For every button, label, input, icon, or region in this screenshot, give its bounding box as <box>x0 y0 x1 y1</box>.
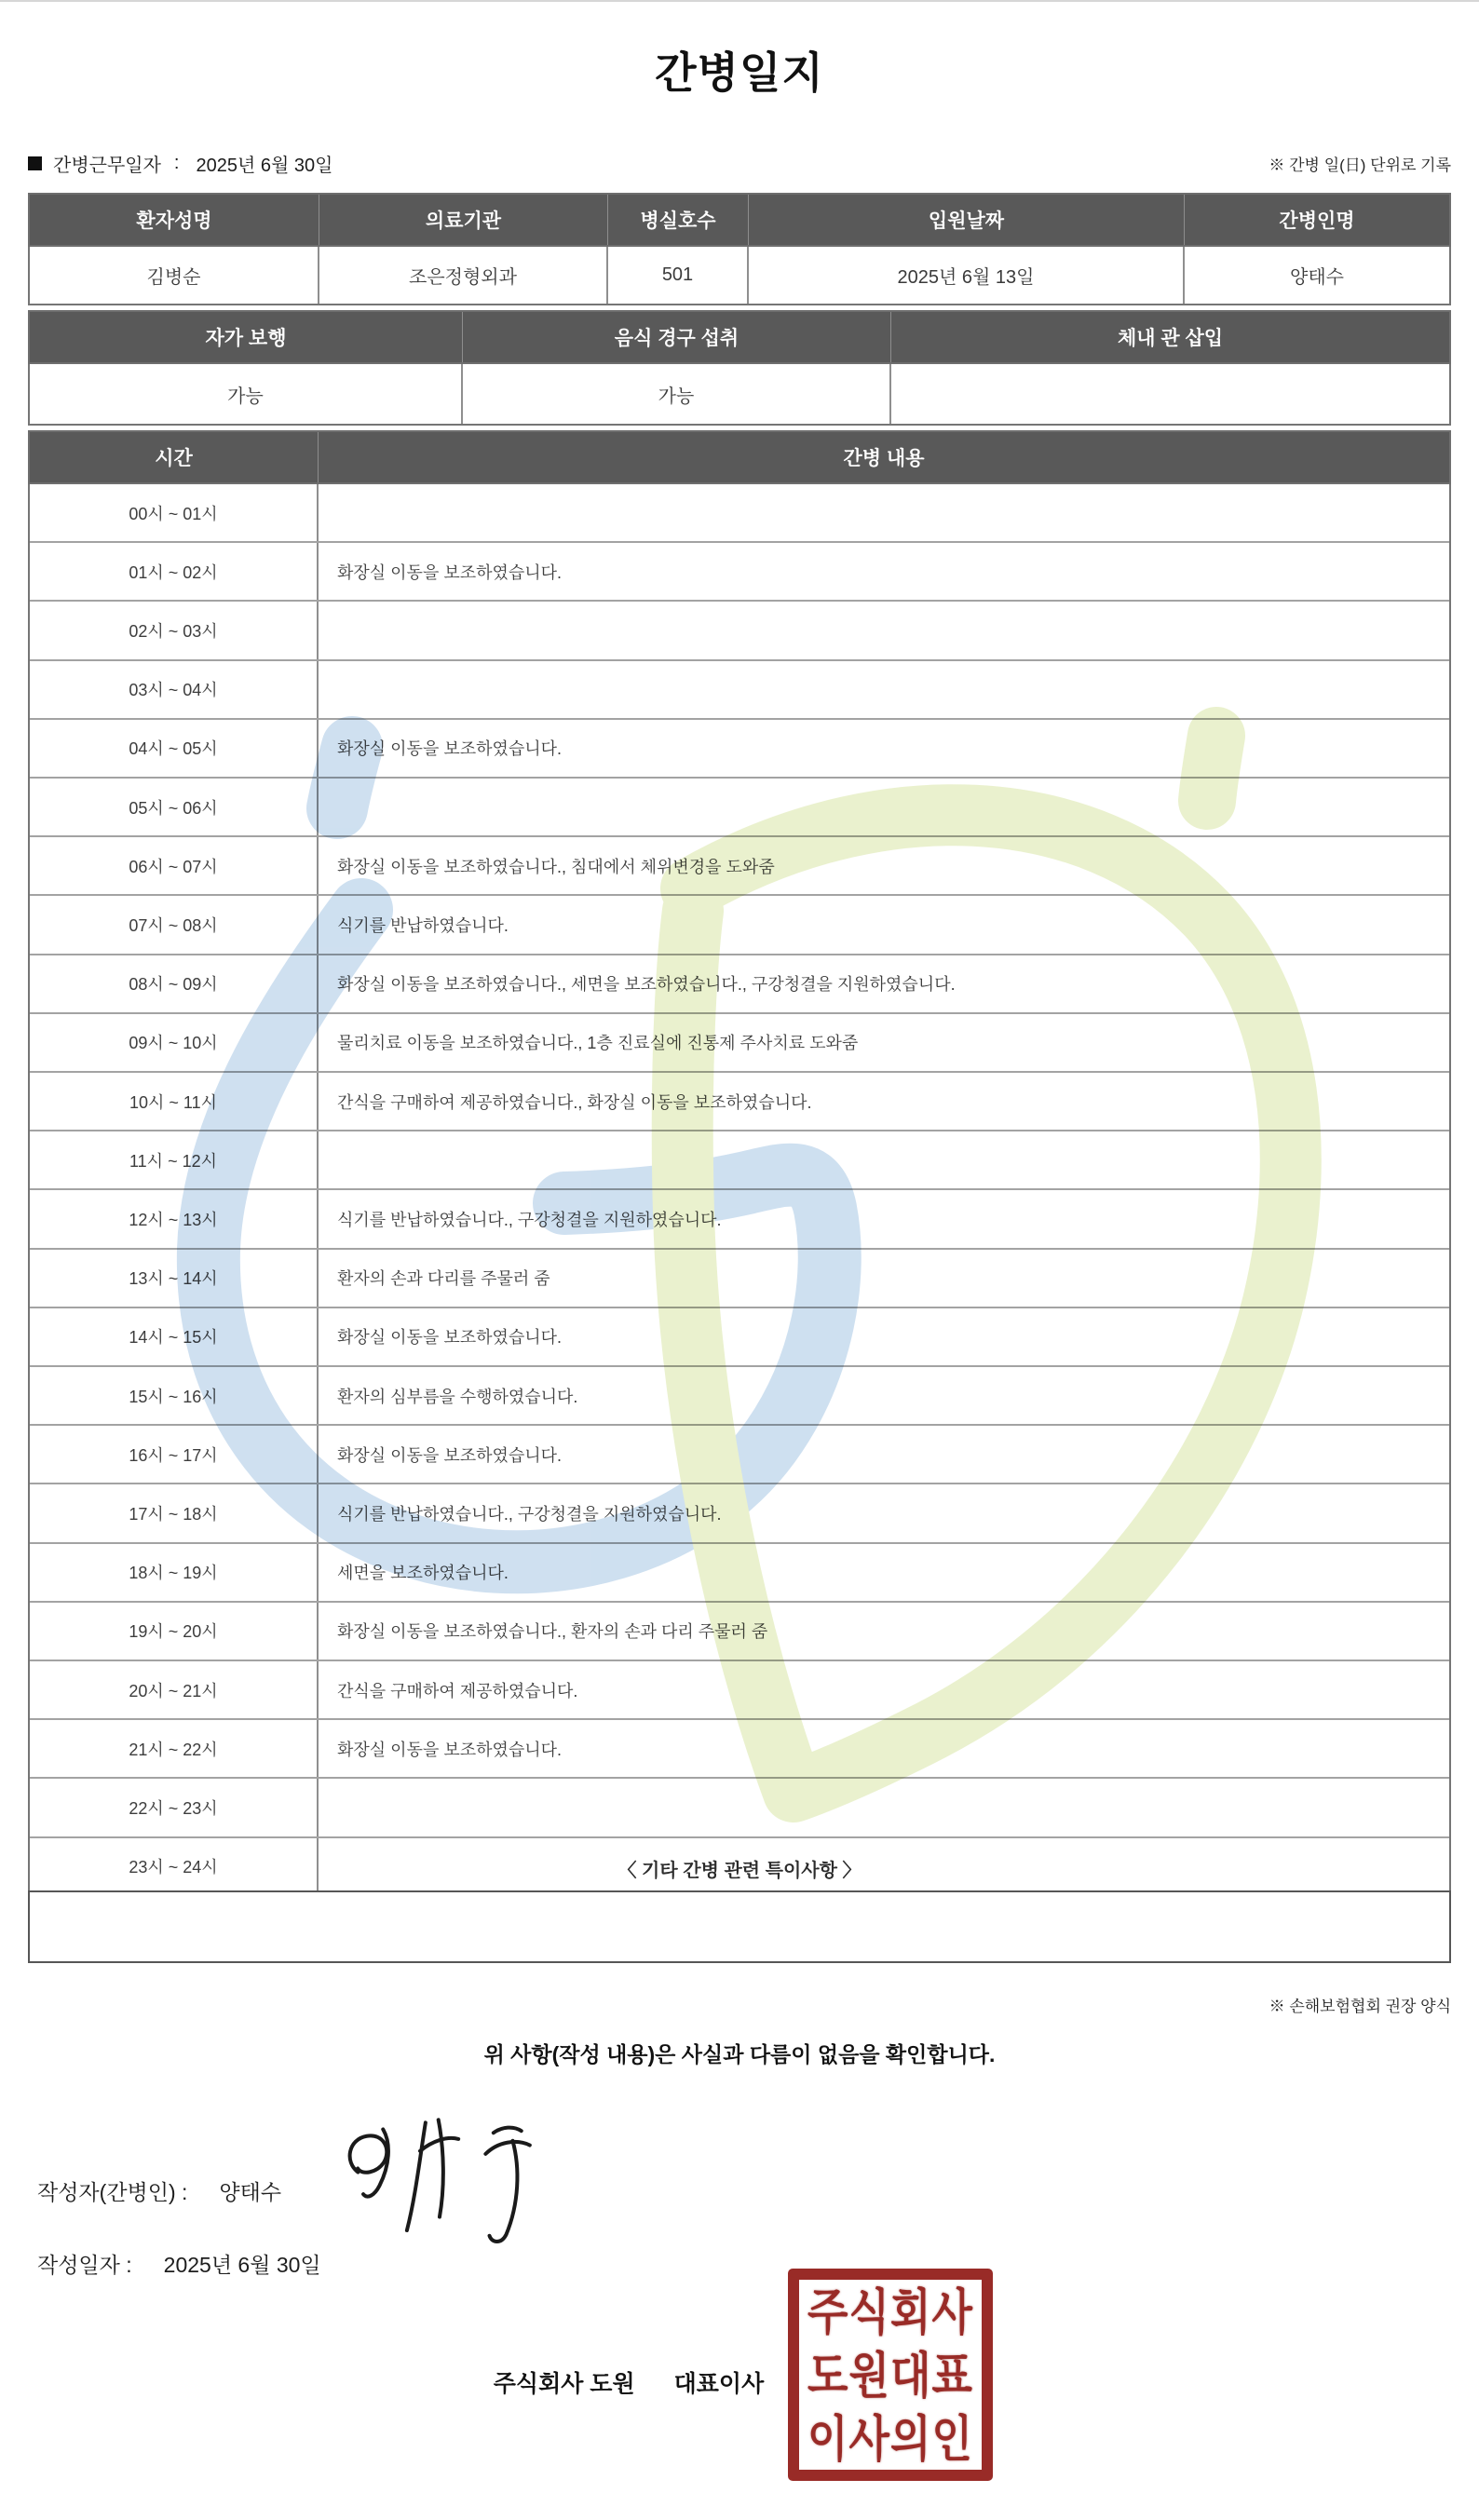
care-time-cell: 21시 ~ 22시 <box>30 1720 319 1777</box>
care-content-cell: 물리치료 이동을 보조하였습니다., 1층 진료실에 진통제 주사치료 도와줌 <box>337 1034 859 1053</box>
care-content-cell <box>319 779 1449 835</box>
care-table-row <box>30 1660 1449 1718</box>
care-time-cell: 16시 ~ 17시 <box>30 1426 319 1483</box>
care-time-cell: 12시 ~ 13시 <box>30 1190 319 1247</box>
time-column-header: 시간 <box>30 432 319 482</box>
status-table-header <box>28 310 1451 364</box>
care-time-cell: 05시 ~ 06시 <box>30 779 319 835</box>
written-date-label: 작성일자 : <box>37 2253 132 2277</box>
care-time-cell: 10시 ~ 11시 <box>30 1073 319 1130</box>
care-content-cell <box>319 1131 1449 1188</box>
company-name: 주식회사 도원 <box>493 2371 635 2397</box>
caregiver-name-value: 양태수 <box>1290 267 1344 288</box>
care-content-cell <box>319 661 1449 718</box>
care-table-row <box>30 1365 1449 1424</box>
care-table-row <box>30 1542 1449 1601</box>
care-table-row <box>30 777 1449 835</box>
care-content-cell: 화장실 이동을 보조하였습니다. <box>337 1328 563 1348</box>
patient-name-header: 환자성명 <box>30 195 319 245</box>
care-content-cell: 화장실 이동을 보조하였습니다. <box>337 562 563 582</box>
care-time-cell: 07시 ~ 08시 <box>30 896 319 953</box>
written-date-line <box>37 2248 321 2279</box>
care-content-cell: 식기를 반납하였습니다., 구강청결을 지원하였습니다. <box>337 1505 722 1524</box>
care-time-cell: 09시 ~ 10시 <box>30 1014 319 1071</box>
patient-table-values <box>28 247 1451 305</box>
seal-line-3: 이사의인 <box>807 2409 973 2467</box>
care-table-row <box>30 835 1449 894</box>
form-recommendation-note: ※ 손해보험협회 권장 양식 <box>1269 1998 1451 2015</box>
care-table-row <box>30 1248 1449 1307</box>
care-content-cell <box>319 602 1449 658</box>
care-table-row <box>30 1718 1449 1777</box>
care-time-cell: 14시 ~ 15시 <box>30 1308 319 1365</box>
care-time-cell: 15시 ~ 16시 <box>30 1367 319 1424</box>
care-table-row <box>30 1130 1449 1188</box>
care-table-row <box>30 1424 1449 1483</box>
care-content-cell <box>319 1779 1449 1836</box>
care-table-row <box>30 600 1449 658</box>
writer-name: 양태수 <box>219 2180 282 2204</box>
care-time-cell: 22시 ~ 23시 <box>30 1779 319 1836</box>
handwritten-signature <box>333 2108 557 2271</box>
self-walking-header: 자가 보행 <box>30 312 463 362</box>
care-content-cell: 간식을 구매하여 제공하였습니다., 화장실 이동을 보조하였습니다. <box>337 1092 812 1112</box>
care-time-cell: 11시 ~ 12시 <box>30 1131 319 1188</box>
patient-name-value: 김병순 <box>30 247 319 304</box>
tube-insertion-header: 체내 관 삽입 <box>1117 328 1224 349</box>
care-content-cell: 환자의 심부름을 수행하였습니다. <box>337 1387 578 1406</box>
care-time-cell: 02시 ~ 03시 <box>30 602 319 658</box>
care-table-row <box>30 894 1449 953</box>
care-content-cell: 식기를 반납하였습니다., 구강청결을 지원하였습니다. <box>337 1211 722 1230</box>
care-time-cell: 13시 ~ 14시 <box>30 1250 319 1307</box>
care-time-cell: 04시 ~ 05시 <box>30 720 319 777</box>
care-content-cell: 식기를 반납하였습니다. <box>337 916 509 936</box>
patient-table-header <box>28 193 1451 247</box>
care-table-row <box>30 718 1449 777</box>
admission-date-header: 입원날짜 <box>749 195 1185 245</box>
care-table-row <box>30 1307 1449 1365</box>
self-walking-value: 가능 <box>30 364 463 424</box>
corporate-seal-stamp <box>788 2269 993 2481</box>
care-table-row <box>30 541 1449 600</box>
work-date-colon: : <box>173 152 180 173</box>
seal-line-1: 주식회사 <box>807 2283 973 2340</box>
care-time-cell: 23시 ~ 24시 <box>30 1838 319 1895</box>
care-time-cell: 03시 ~ 04시 <box>30 661 319 718</box>
caregiver-name-header: 간병인명 <box>1279 210 1355 232</box>
status-table-values <box>28 364 1451 426</box>
care-table-header <box>28 430 1451 484</box>
seal-line-2: 도원대표 <box>807 2346 973 2404</box>
meta-line <box>28 149 1451 177</box>
care-content-cell: 화장실 이동을 보조하였습니다. <box>337 1740 563 1759</box>
work-date-label: 간병근무일자 <box>53 155 161 176</box>
care-content-column-header: 간병 내용 <box>843 448 925 469</box>
bullet-square-icon <box>28 156 42 170</box>
care-table-row <box>30 1071 1449 1130</box>
care-content-cell: 화장실 이동을 보조하였습니다., 환자의 손과 다리 주물러 줌 <box>337 1622 768 1642</box>
room-number-value: 501 <box>608 247 749 304</box>
room-number-header: 병실호수 <box>608 195 749 245</box>
unit-note: ※ 간병 일(日) 단위로 기록 <box>1269 156 1451 174</box>
care-table-body <box>28 484 1451 1897</box>
tube-insertion-value <box>891 364 1449 424</box>
care-time-cell: 00시 ~ 01시 <box>30 484 319 541</box>
oral-intake-header: 음식 경구 섭취 <box>463 312 891 362</box>
institution-value: 조은정형외과 <box>319 247 608 304</box>
care-content-cell: 세면을 보조하였습니다. <box>337 1564 509 1583</box>
care-content-cell: 화장실 이동을 보조하였습니다., 세면을 보조하였습니다., 구강청결을 지원하였습니다. <box>337 975 956 995</box>
ceo-label: 대표이사 <box>673 2371 765 2397</box>
work-date-value: 2025년 6월 30일 <box>196 155 333 176</box>
care-content-cell: 간식을 구매하여 제공하였습니다. <box>337 1681 578 1700</box>
care-time-cell: 08시 ~ 09시 <box>30 955 319 1012</box>
care-table-row <box>30 1188 1449 1247</box>
page-title: 간병일지 <box>655 48 824 97</box>
care-table-row <box>30 1601 1449 1660</box>
care-time-cell: 01시 ~ 02시 <box>30 543 319 600</box>
admission-date-value: 2025년 6월 13일 <box>749 247 1185 304</box>
care-table-row <box>30 659 1449 718</box>
care-table-row <box>30 1777 1449 1836</box>
written-date-value: 2025년 6월 30일 <box>163 2253 321 2277</box>
oral-intake-value: 가능 <box>463 364 891 424</box>
confirmation-statement: 위 사항(작성 내용)은 사실과 다름이 없음을 확인합니다. <box>483 2042 996 2066</box>
care-time-cell: 19시 ~ 20시 <box>30 1603 319 1660</box>
care-content-cell: 화장실 이동을 보조하였습니다. <box>337 739 563 759</box>
care-table-row <box>30 1483 1449 1541</box>
writer-line <box>37 2175 281 2206</box>
special-notes-box <box>28 1890 1451 1963</box>
care-time-cell: 17시 ~ 18시 <box>30 1484 319 1541</box>
care-table-row <box>30 1012 1449 1071</box>
care-content-cell <box>319 484 1449 541</box>
care-table-row <box>30 484 1449 541</box>
care-time-cell: 18시 ~ 19시 <box>30 1544 319 1601</box>
care-content-cell: 화장실 이동을 보조하였습니다., 침대에서 체위변경을 도와줌 <box>337 857 775 876</box>
care-content-cell: 환자의 손과 다리를 주물러 줌 <box>337 1269 550 1289</box>
care-time-cell: 06시 ~ 07시 <box>30 837 319 894</box>
care-time-cell: 20시 ~ 21시 <box>30 1661 319 1718</box>
writer-label: 작성자(간병인) : <box>37 2180 188 2204</box>
care-content-cell: 화장실 이동을 보조하였습니다. <box>337 1445 563 1465</box>
institution-header: 의료기관 <box>319 195 608 245</box>
special-notes-caption: 〈 기타 간병 관련 특이사항 〉 <box>617 1861 862 1881</box>
care-table-row <box>30 954 1449 1012</box>
